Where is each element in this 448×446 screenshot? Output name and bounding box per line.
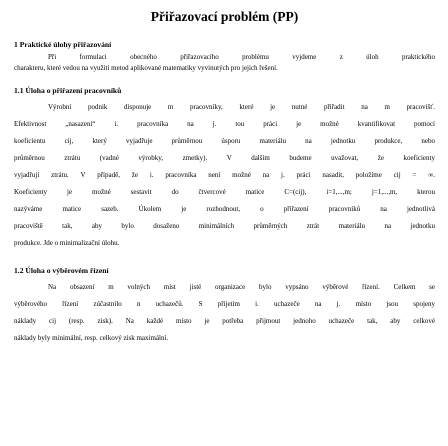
paragraph-line: náklady byly minimální, resp. celkový zisk maximální. bbox=[14, 334, 169, 342]
paragraph-line: nazýváme matice sazeb. Úkolem je rozhodnout, o přiřazení pracovníků na jednotlivá bbox=[14, 205, 435, 213]
paragraph-line: Efektivnost „nasazení“ i. pracovníka na j. tou práci je možné kvantifikovat pomocí bbox=[14, 120, 435, 128]
section-selection-procedure bbox=[14, 266, 435, 347]
paragraph-line: Koeficienty je možné sestavit do čtvercové matice C=(cij), i=1,...,m; j=1,...,m, kterou bbox=[14, 188, 435, 196]
paragraph-line: výběrového řízení zúčastnilo n uchazečů. S přijetím i. uchazeče na j. místo jsou spojeny bbox=[14, 300, 435, 308]
section-heading: 1.2 Úloha o výběrovém řízení bbox=[14, 266, 109, 275]
section-heading: 1 Praktické úlohy přiřazování bbox=[14, 40, 112, 49]
section-practical-tasks bbox=[14, 40, 435, 72]
paragraph-line: koeficientu cij, který vyjadřuje průměrnou úsporu materiálu na jednotku produkce, nebo bbox=[14, 137, 435, 145]
paragraph-line: vyjadřují ztrátu. V případě, že i. pracovníka není možné na j. práci nasadit, položíme cij = ∞. bbox=[14, 171, 435, 179]
paragraph-line: Na obsazení m volných míst jisté organizace bylo vypsáno výběrové řízení. Celkem se bbox=[48, 283, 435, 291]
document-title: Přiřazovací problém (PP) bbox=[150, 9, 299, 24]
paragraph-line: produkce. Jde o minimalizační úlohu. bbox=[14, 239, 120, 247]
section-worker-assignment bbox=[14, 86, 435, 252]
paragraph-line: Výrobní podnik disponuje m pracovníky, které je nutné přiřadit na m pracovišť. bbox=[48, 103, 435, 111]
paragraph-line: Při formulaci obecného přiřazovacího problému vyjdeme z úloh praktického bbox=[48, 53, 435, 61]
paragraph-line: průměrnou ztrátu (vadné výrobky, zmetky). V dalším budeme uvažovat, že koeficienty bbox=[14, 154, 435, 162]
section-heading: 1.1 Úloha o přiřazení pracovníků bbox=[14, 86, 122, 95]
paragraph-line: pracoviště tak, aby bylo dosaženo minimálních průměrných ztrát materiálu na jednotku bbox=[14, 222, 435, 230]
paragraph-line: náklady cij (resp. zisk). Na každé místo je potřeba přijmout jednoho uchazeče tak, aby celkové bbox=[14, 317, 435, 325]
paragraph-line: charakteru, které vedou na využití metod aplikované matematiky vyvinutých pro jejich řešení. bbox=[14, 64, 278, 72]
